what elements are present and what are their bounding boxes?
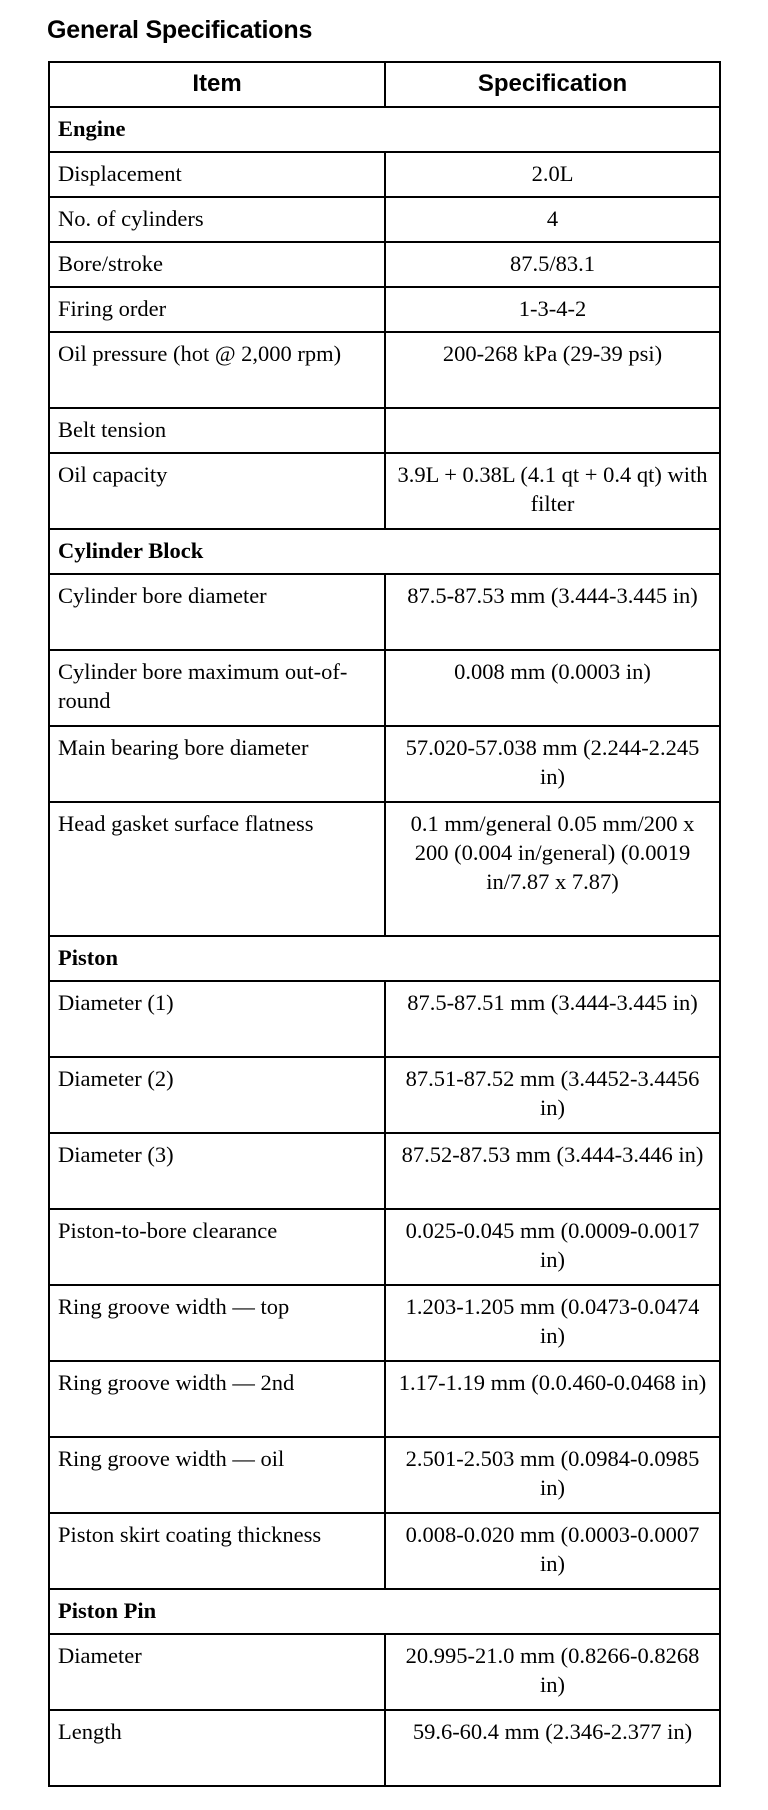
section-label: Piston Pin	[49, 1589, 720, 1634]
item-cell: Ring groove width — 2nd	[49, 1361, 385, 1437]
item-cell: Displacement	[49, 152, 385, 197]
table-row	[49, 650, 720, 726]
table-row	[49, 1285, 720, 1361]
specification-cell: 20.995-21.0 mm (0.8266-0.8268 in)	[385, 1634, 720, 1710]
specification-cell: 2.0L	[385, 152, 720, 197]
item-cell: Cylinder bore maximum out-of-round	[49, 650, 385, 726]
specification-cell: 87.5-87.51 mm (3.444-3.445 in)	[385, 981, 720, 1057]
table-row	[49, 242, 720, 287]
section-header-row	[49, 107, 720, 152]
item-cell: Diameter (3)	[49, 1133, 385, 1209]
item-cell: Belt tension	[49, 408, 385, 453]
table-row	[49, 981, 720, 1057]
section-header-row	[49, 1589, 720, 1634]
specification-cell: 1.17-1.19 mm (0.0.460-0.0468 in)	[385, 1361, 720, 1437]
table-row	[49, 726, 720, 802]
table-row	[49, 574, 720, 650]
section-header-row	[49, 529, 720, 574]
table-row	[49, 152, 720, 197]
item-cell: Main bearing bore diameter	[49, 726, 385, 802]
item-cell: Cylinder bore diameter	[49, 574, 385, 650]
specification-cell: 1.203-1.205 mm (0.0473-0.0474 in)	[385, 1285, 720, 1361]
specifications-table	[48, 61, 721, 1787]
item-cell: Diameter	[49, 1634, 385, 1710]
section-header-row	[49, 936, 720, 981]
column-header-item: Item	[49, 62, 385, 107]
section-label: Engine	[49, 107, 720, 152]
specification-cell: 0.025-0.045 mm (0.0009-0.0017 in)	[385, 1209, 720, 1285]
column-header-specification: Specification	[385, 62, 720, 107]
item-cell: Oil pressure (hot @ 2,000 rpm)	[49, 332, 385, 408]
specification-cell	[385, 408, 720, 453]
table-row	[49, 287, 720, 332]
specification-cell: 87.5/83.1	[385, 242, 720, 287]
specification-cell: 87.52-87.53 mm (3.444-3.446 in)	[385, 1133, 720, 1209]
specification-cell: 0.008 mm (0.0003 in)	[385, 650, 720, 726]
table-row	[49, 408, 720, 453]
item-cell: Ring groove width — oil	[49, 1437, 385, 1513]
item-cell: Diameter (2)	[49, 1057, 385, 1133]
section-label: Cylinder Block	[49, 529, 720, 574]
item-cell: Bore/stroke	[49, 242, 385, 287]
specification-cell: 87.51-87.52 mm (3.4452-3.4456 in)	[385, 1057, 720, 1133]
table-row	[49, 1437, 720, 1513]
specification-cell: 200-268 kPa (29-39 psi)	[385, 332, 720, 408]
table-row	[49, 1361, 720, 1437]
page-title: General Specifications	[47, 16, 313, 44]
section-label: Piston	[49, 936, 720, 981]
table-body	[49, 107, 720, 1786]
table-row	[49, 1057, 720, 1133]
specification-cell: 87.5-87.53 mm (3.444-3.445 in)	[385, 574, 720, 650]
item-cell: Length	[49, 1710, 385, 1786]
specification-cell: 4	[385, 197, 720, 242]
specification-cell: 1-3-4-2	[385, 287, 720, 332]
item-cell: Head gasket surface flatness	[49, 802, 385, 936]
specification-cell: 0.008-0.020 mm (0.0003-0.0007 in)	[385, 1513, 720, 1589]
specification-cell: 57.020-57.038 mm (2.244-2.245 in)	[385, 726, 720, 802]
specification-cell: 3.9L + 0.38L (4.1 qt + 0.4 qt) with filter	[385, 453, 720, 529]
item-cell: Firing order	[49, 287, 385, 332]
item-cell: Piston skirt coating thickness	[49, 1513, 385, 1589]
table-row	[49, 802, 720, 936]
item-cell: No. of cylinders	[49, 197, 385, 242]
specification-cell: 2.501-2.503 mm (0.0984-0.0985 in)	[385, 1437, 720, 1513]
specification-cell: 59.6-60.4 mm (2.346-2.377 in)	[385, 1710, 720, 1786]
table-row	[49, 1513, 720, 1589]
item-cell: Piston-to-bore clearance	[49, 1209, 385, 1285]
table-row	[49, 453, 720, 529]
specification-cell: 0.1 mm/general 0.05 mm/200 x 200 (0.004 in/general) (0.0019 in/7.87 x 7.87)	[385, 802, 720, 936]
table-row	[49, 1634, 720, 1710]
table-row	[49, 1209, 720, 1285]
item-cell: Ring groove width — top	[49, 1285, 385, 1361]
table-row	[49, 1133, 720, 1209]
table-row	[49, 332, 720, 408]
item-cell: Oil capacity	[49, 453, 385, 529]
table-row	[49, 197, 720, 242]
table-header-row	[49, 62, 720, 107]
item-cell: Diameter (1)	[49, 981, 385, 1057]
table-row	[49, 1710, 720, 1786]
